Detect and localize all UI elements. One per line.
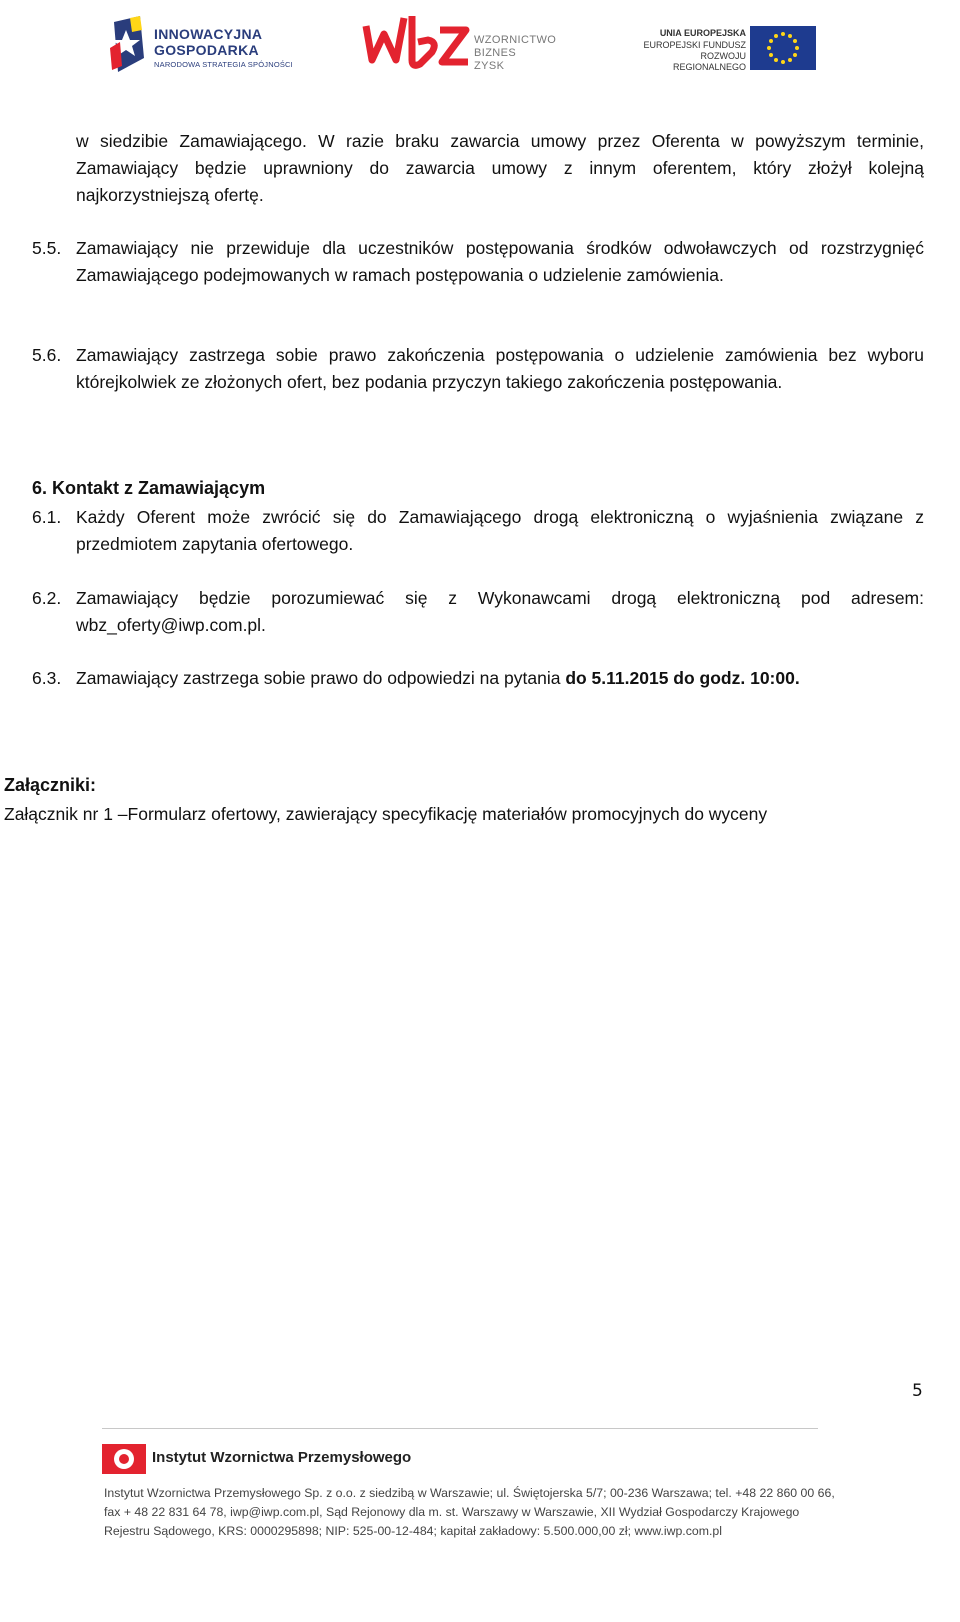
section-6-3-text-main: Zamawiający zastrzega sobie prawo do odpowiedzi na pytania	[76, 668, 566, 688]
ig-subtitle: NARODOWA STRATEGIA SPÓJNOŚCI	[154, 60, 293, 69]
ig-star-icon	[110, 16, 146, 72]
section-5-5-number: 5.5.	[32, 238, 62, 258]
eu-flag-icon	[750, 26, 816, 70]
footer-line2: fax + 48 22 831 64 78, iwp@iwp.com.pl, Sąd Rejonowy dla m. st. Warszawy w Warszawie, XII Wydział Gospodarczy Krajowego	[104, 1505, 800, 1519]
attachments-heading: Załączniki:	[4, 775, 97, 795]
ig-title-line2: GOSPODARKA	[154, 42, 259, 58]
footer-line1: Instytut Wzornictwa Przemysłowego Sp. z o.o. z siedzibą w Warszawie; ul. Świętojerska 5/7; 00-236 Warszawa; tel. +48 22 860 00 66,	[104, 1486, 835, 1500]
wbz-mark-icon	[362, 12, 472, 74]
section-6-2-text: Zamawiający będzie porozumiewać się z Wykonawcami drogą elektroniczną pod adresem: wbz_oferty@iwp.com.pl.	[76, 588, 924, 635]
eu-line3: ROZWOJU REGIONALNEGO	[672, 51, 746, 72]
eu-logo	[628, 26, 818, 72]
section-6-heading: 6. Kontakt z Zamawiającym	[32, 478, 266, 498]
eu-line2: EUROPEJSKI FUNDUSZ	[643, 40, 746, 50]
wbz-line3: ZYSK	[474, 60, 505, 72]
section-6-3-text	[76, 665, 924, 692]
footer-line3: Rejestru Sądowego, KRS: 0000295898; NIP: 525-00-12-484; kapitał zakładowy: 5.500.000,00 zł; www.iwp.com.pl	[104, 1524, 722, 1538]
section-6-2-number: 6.2.	[32, 588, 62, 608]
section-5-6-number: 5.6.	[32, 345, 62, 365]
wbz-line2: BIZNES	[474, 47, 517, 59]
wbz-logo	[362, 12, 562, 74]
page-header	[0, 0, 960, 90]
paragraph-continuation: w siedzibie Zamawiającego. W razie braku zawarcia umowy przez Oferenta w powyższym terminie, Zamawiający będzie uprawniony do zawarcia umowy z innym oferentem, który złożył kolejną najkorzystniejszą ofertę.	[76, 131, 924, 205]
wbz-line1: WZORNICTWO	[474, 34, 557, 46]
section-6-3-number: 6.3.	[32, 668, 62, 688]
section-5-6-text: Zamawiający zastrzega sobie prawo zakończenia postępowania o udzielenie zamówienia bez wyboru którejkolwiek ze złożonych ofert, bez podania przyczyn takiego zakończenia postępowania.	[76, 345, 924, 392]
section-6-1-text: Każdy Oferent może zwrócić się do Zamawiającego drogą elektroniczną o wyjaśnienia związane z przedmiotem zapytania ofertowego.	[76, 507, 924, 554]
section-6-1-number: 6.1.	[32, 507, 62, 527]
section-5-5-text: Zamawiający nie przewiduje dla uczestników postępowania środków odwoławczych od rozstrzygnięć Zamawiającego podejmowanych w ramach postępowania o udzielenie zamówienia.	[76, 238, 924, 285]
innowacyjna-gospodarka-logo	[110, 14, 310, 74]
section-6-3-deadline: do 5.11.2015 do godz. 10:00.	[565, 668, 800, 688]
ig-title-line1: INNOWACYJNA	[154, 26, 263, 42]
attachment-item: Załącznik nr 1 –Formularz ofertowy, zawierający specyfikację materiałów promocyjnych do wyceny	[4, 804, 768, 824]
eu-line1: UNIA EUROPEJSKA	[659, 28, 746, 38]
iwp-logo-icon	[102, 1444, 146, 1474]
page-number: 5	[912, 1381, 923, 1401]
footer-divider	[102, 1428, 818, 1429]
footer-title: Instytut Wzornictwa Przemysłowego	[152, 1449, 412, 1466]
